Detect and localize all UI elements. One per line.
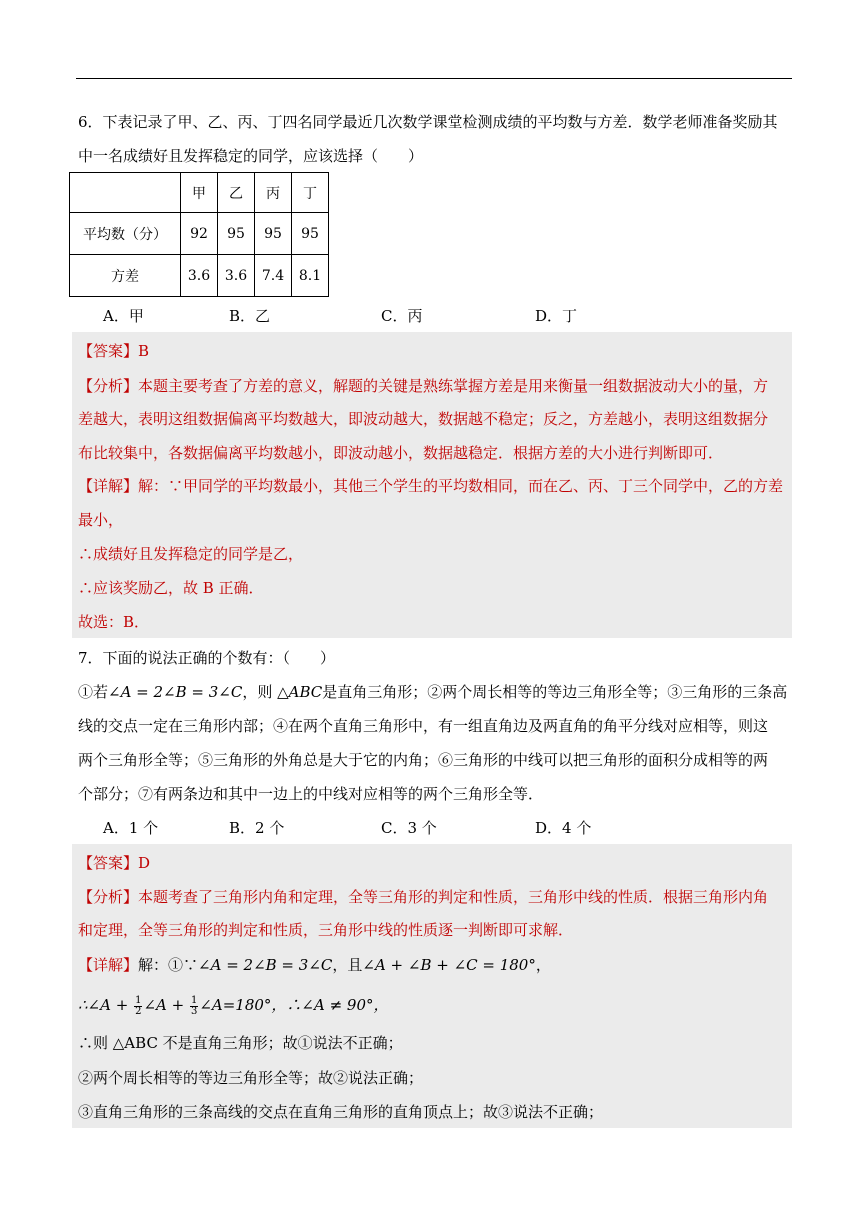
detail-text: ， — [535, 956, 551, 974]
q7-analysis-line1 — [78, 887, 768, 907]
choice-c: C．丙 — [381, 307, 423, 325]
choice-a: A．甲 — [103, 307, 144, 325]
table-cell: 平均数（分） — [70, 213, 181, 255]
detail-text: ，且∠ — [332, 956, 375, 974]
analysis-label: 【分析】 — [78, 888, 139, 906]
q7-text: 是直角三角形；②两个周长相等的等边三角形全等；③三角形的三条高 — [322, 683, 788, 701]
q7-line4: 个部分；⑦有两条边和其中一边上的中线对应相等的两个三角形全等． — [78, 785, 544, 803]
analysis-text: 本题考查了三角形内角和定理，全等三角形的判定和性质，三角形中线的性质．根据三角形内角 — [138, 888, 769, 906]
q6-detail-line1 — [78, 476, 783, 496]
choice-b: B．乙 — [229, 307, 271, 325]
detail-label: 【详解】 — [78, 956, 139, 974]
q7-detail-line3: ∴则 △ABC 不是直角三角形；故①说法不正确； — [78, 1034, 403, 1052]
fraction-numerator: 1 — [190, 994, 198, 1006]
q7-answer: 【答案】D — [78, 854, 151, 872]
q6-detail-line4: ∴应该奖励乙，故 B 正确． — [78, 579, 264, 597]
q6-stem-line1: 6．下表记录了甲、乙、丙、丁四名同学最近几次数学课堂检测成绩的平均数与方差．数学老师准备奖励其 — [78, 113, 778, 131]
q7-analysis-line2: 和定理，全等三角形的判定和性质，三角形中线的性质逐一判断即可求解． — [78, 921, 574, 939]
table-cell: 甲 — [181, 173, 218, 213]
choice-a: A．1 个 — [103, 819, 159, 837]
q6-answer: 【答案】B — [78, 342, 150, 360]
q7-line2: 线的交点一定在三角形内部；④在两个直角三角形中，有一组直角边及两直角的角平分线对应相等，则这 — [78, 717, 769, 735]
q7-detail-line2 — [78, 992, 389, 1018]
analysis-label: 【分析】 — [78, 377, 139, 395]
table-cell: 3.6 — [181, 255, 218, 297]
q6-analysis-line3: 布比较集中，各数据偏离平均数越小，即波动越小，数据越稳定．根据方差的大小进行判断即可． — [78, 444, 724, 462]
detail-math: ∠A=180°，∴∠A ≠ 90°， — [199, 996, 389, 1014]
table-cell — [70, 173, 181, 213]
fraction-numerator: 1 — [135, 994, 142, 1006]
table-row — [70, 213, 329, 255]
detail-label: 【详解】 — [78, 477, 139, 495]
q6-score-table — [69, 172, 329, 297]
q7-detail-line5: ③直角三角形的三条高线的交点在直角三角形的直角顶点上；故③说法不正确； — [78, 1103, 604, 1121]
analysis-text: 本题主要考查了方差的意义，解题的关键是熟练掌握方差是用来衡量一组数据波动大小的量，方 — [138, 377, 769, 395]
detail-text: 解：①∵∠ — [138, 956, 211, 974]
choice-d: D．丁 — [535, 307, 578, 325]
fraction — [134, 996, 142, 1017]
table-cell: 8.1 — [292, 255, 329, 297]
q7-detail-line1 — [78, 955, 551, 975]
table-cell: 95 — [218, 213, 255, 255]
q7-math: A = 2∠B = 3∠C — [120, 683, 243, 701]
fraction-denominator: 3 — [190, 1005, 198, 1017]
q7-line1 — [78, 682, 787, 702]
q7-text: ，则 △ — [242, 683, 289, 701]
table-cell: 95 — [292, 213, 329, 255]
choice-d: D．4 个 — [535, 819, 592, 837]
table-cell: 92 — [181, 213, 218, 255]
q7-math: ABC — [288, 683, 323, 701]
table-cell: 乙 — [218, 173, 255, 213]
choice-b: B．2 个 — [229, 819, 285, 837]
detail-math: A = 2∠B = 3∠C — [210, 956, 333, 974]
table-row — [70, 255, 329, 297]
q7-detail-line4: ②两个周长相等的等边三角形全等；故②说法正确； — [78, 1069, 424, 1087]
table-cell: 方差 — [70, 255, 181, 297]
table-cell: 95 — [255, 213, 292, 255]
q6-detail-line3: ∴成绩好且发挥稳定的同学是乙， — [78, 545, 304, 563]
fraction — [190, 996, 198, 1017]
table-cell: 7.4 — [255, 255, 292, 297]
q7-text: ①若∠ — [78, 683, 121, 701]
header-rule — [76, 78, 792, 79]
q6-stem-line2: 中一名成绩好且发挥稳定的同学，应该选择（ ） — [78, 147, 424, 165]
q6-analysis-line1 — [78, 376, 768, 396]
q7-line3: 两个三角形全等；⑤三角形的外角总是大于它的内角；⑥三角形的中线可以把三角形的面积分成相等的两 — [78, 751, 769, 769]
q6-detail-line5: 故选：B． — [78, 613, 150, 631]
q6-detail-line2: 最小， — [78, 511, 124, 529]
table-header-row — [70, 173, 329, 213]
detail-math: A + ∠B + ∠C = 180° — [374, 956, 536, 974]
detail-math: ∴∠A + — [78, 996, 134, 1014]
table-cell: 3.6 — [218, 255, 255, 297]
table-cell: 丁 — [292, 173, 329, 213]
fraction-denominator: 2 — [135, 1005, 142, 1017]
q7-stem: 7．下面的说法正确的个数有：（ ） — [78, 649, 336, 667]
detail-text: 解：∵甲同学的平均数最小，其他三个学生的平均数相同，而在乙、丙、丁三个同学中，乙的方差 — [138, 477, 784, 495]
choice-c: C．3 个 — [381, 819, 437, 837]
detail-math: ∠A + — [143, 996, 189, 1014]
table-cell: 丙 — [255, 173, 292, 213]
q6-analysis-line2: 差越大，表明这组数据偏离平均数越大，即波动越大，数据越不稳定；反之，方差越小，表明这组数据分 — [78, 410, 769, 428]
